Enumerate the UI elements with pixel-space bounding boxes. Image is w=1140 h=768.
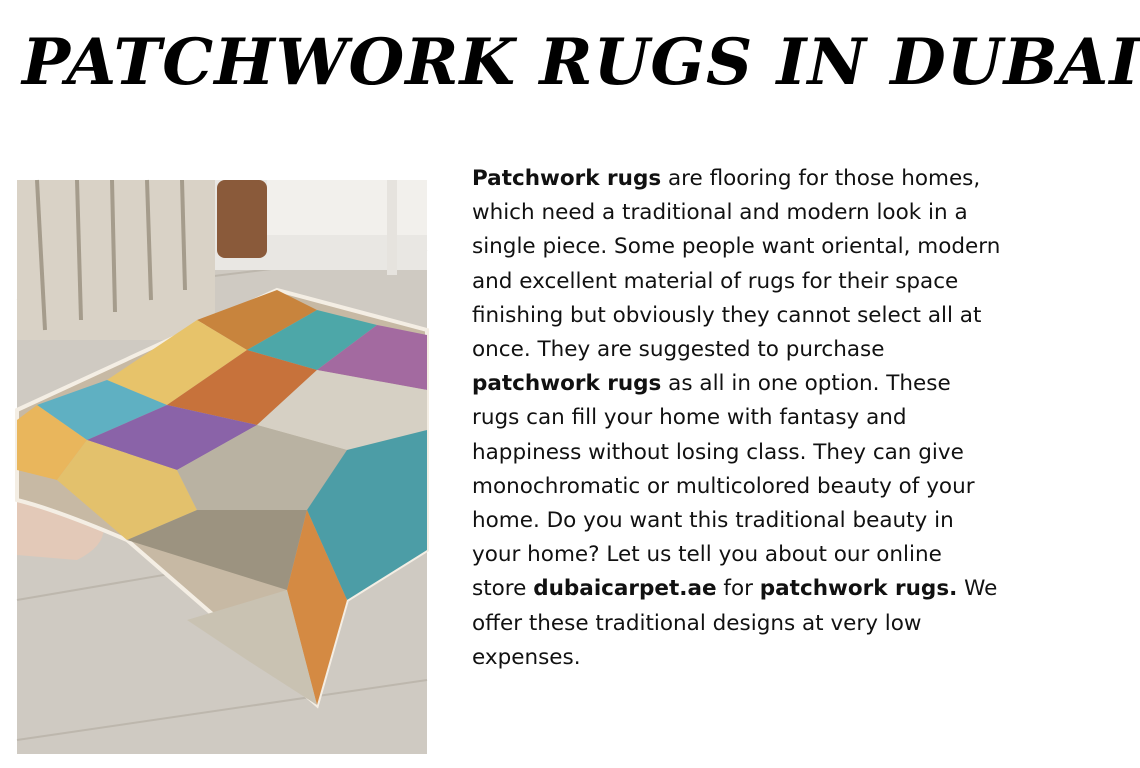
rug-photo bbox=[17, 180, 427, 754]
text-segment: as all in one option. These rugs can fill your home with fantasy and happiness without losing class. They can give monochromatic or multicolored beauty of your home. Do you want this traditional beauty in your home? Let us tell you about our online store bbox=[472, 371, 975, 602]
bold-phrase-patchwork-rugs: patchwork rugs. bbox=[759, 576, 958, 602]
body-paragraph bbox=[472, 162, 1002, 675]
store-name: dubaicarpet.ae bbox=[533, 576, 717, 602]
bold-phrase-patchwork-rugs: Patchwork rugs bbox=[472, 166, 662, 191]
bold-phrase-patchwork-rugs: patchwork rugs bbox=[472, 371, 662, 397]
rug-illustration bbox=[17, 180, 427, 754]
text-segment: are flooring for those homes, which need a traditional and modern look in a single piece. Some people want oriental, modern and excellent material of rugs for their space finishing but obviously they cannot select all at once. They are suggested to purchase bbox=[472, 166, 1001, 363]
text-segment: We offer these traditional designs at very low expenses. bbox=[472, 576, 998, 670]
slide-title: PATCHWORK RUGS IN DUBAI bbox=[22, 25, 1140, 100]
text-segment: for bbox=[716, 576, 760, 602]
